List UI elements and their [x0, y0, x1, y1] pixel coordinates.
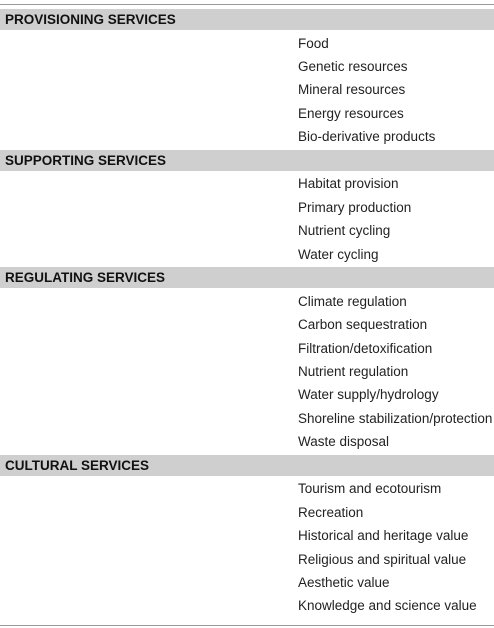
- list-item: Bio-derivative products: [298, 129, 436, 144]
- list-item: Historical and heritage value: [298, 528, 469, 543]
- list-item: Primary production: [298, 200, 412, 215]
- list-item: Carbon sequestration: [298, 317, 428, 332]
- category-regulating: REGULATING SERVICES: [0, 267, 494, 288]
- list-item: Shoreline stabilization/protection: [298, 411, 493, 426]
- list-item: Water supply/hydrology: [298, 387, 439, 402]
- category-provisioning: PROVISIONING SERVICES: [0, 9, 494, 30]
- list-item: Aesthetic value: [298, 575, 390, 590]
- list-item: Waste disposal: [298, 434, 390, 449]
- list-item: Nutrient regulation: [298, 364, 409, 379]
- list-item: Mineral resources: [298, 82, 406, 97]
- list-item: Knowledge and science value: [298, 598, 477, 613]
- list-item: Nutrient cycling: [298, 223, 391, 238]
- list-item: Climate regulation: [298, 294, 407, 309]
- table-bottom-rule: [0, 625, 494, 626]
- list-item: Recreation: [298, 505, 364, 520]
- list-item: Genetic resources: [298, 59, 408, 74]
- category-supporting: SUPPORTING SERVICES: [0, 150, 494, 171]
- list-item: Water cycling: [298, 247, 379, 262]
- table-top-rule: [0, 4, 494, 5]
- list-item: Filtration/detoxification: [298, 341, 433, 356]
- list-item: Tourism and ecotourism: [298, 481, 442, 496]
- list-item: Food: [298, 36, 329, 51]
- list-item: Habitat provision: [298, 176, 399, 191]
- category-cultural: CULTURAL SERVICES: [0, 455, 494, 476]
- list-item: Energy resources: [298, 106, 404, 121]
- list-item: Religious and spiritual value: [298, 552, 467, 567]
